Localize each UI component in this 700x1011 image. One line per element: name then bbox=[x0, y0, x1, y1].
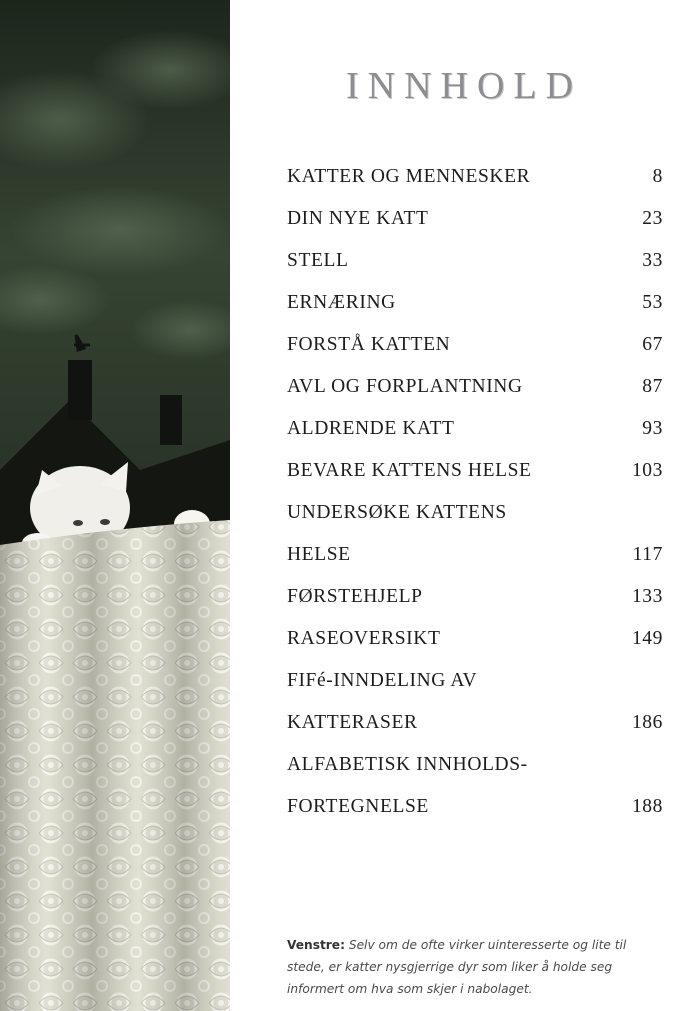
toc-row bbox=[287, 450, 663, 492]
toc-page: 103 bbox=[631, 460, 663, 481]
toc-page: 67 bbox=[642, 334, 663, 355]
toc-title: FIFé-INNDELING AV bbox=[287, 670, 478, 691]
toc-title: RASEOVERSIKT bbox=[287, 628, 441, 649]
toc-title: STELL bbox=[287, 250, 349, 271]
toc-row bbox=[287, 744, 663, 786]
toc-title: UNDERSØKE KATTENS bbox=[287, 502, 507, 523]
contents-panel bbox=[230, 0, 700, 1011]
cover-photo bbox=[0, 0, 230, 1011]
toc-title: KATTER OG MENNESKER bbox=[287, 166, 531, 187]
toc-row bbox=[287, 660, 663, 702]
toc-row bbox=[287, 198, 663, 240]
toc-title: BEVARE KATTENS HELSE bbox=[287, 460, 532, 481]
toc-row bbox=[287, 240, 663, 282]
toc-title: ALFABETISK INNHOLDS- bbox=[287, 754, 528, 775]
toc-row bbox=[287, 324, 663, 366]
toc-title: ERNÆRING bbox=[287, 292, 396, 313]
toc-page: 186 bbox=[631, 712, 663, 733]
toc-page: 8 bbox=[652, 166, 663, 187]
cat-curtain-illustration bbox=[0, 0, 230, 1011]
toc-page: 23 bbox=[642, 208, 663, 229]
toc-page: 33 bbox=[642, 250, 663, 271]
page-title: INNHOLD bbox=[346, 65, 583, 107]
toc-row bbox=[287, 702, 663, 744]
toc-title: ALDRENDE KATT bbox=[287, 418, 455, 439]
toc-page: 149 bbox=[631, 628, 663, 649]
toc-row bbox=[287, 534, 663, 576]
toc-title: FORTEGNELSE bbox=[287, 796, 429, 817]
toc-title: DIN NYE KATT bbox=[287, 208, 429, 229]
toc-row bbox=[287, 282, 663, 324]
toc-title: AVL OG FORPLANTNING bbox=[287, 376, 523, 397]
table-of-contents bbox=[287, 156, 663, 828]
toc-row bbox=[287, 156, 663, 198]
toc-page: 93 bbox=[642, 418, 663, 439]
toc-row bbox=[287, 492, 663, 534]
toc-row bbox=[287, 366, 663, 408]
toc-row bbox=[287, 618, 663, 660]
toc-row bbox=[287, 576, 663, 618]
photo-caption bbox=[287, 934, 667, 1000]
toc-title: KATTERASER bbox=[287, 712, 418, 733]
toc-page: 87 bbox=[642, 376, 663, 397]
toc-page: 133 bbox=[631, 586, 663, 607]
toc-page: 117 bbox=[632, 544, 663, 565]
toc-page: 188 bbox=[631, 796, 663, 817]
toc-title: FORSTÅ KATTEN bbox=[287, 334, 451, 355]
toc-title: HELSE bbox=[287, 544, 351, 565]
toc-title: FØRSTEHJELP bbox=[287, 586, 423, 607]
toc-row bbox=[287, 408, 663, 450]
caption-text: Selv om de ofte virker uinteresserte og lite til stede, er katter nysgjerrige dyr som liker å holde seg informert om hva som skjer i nabolaget. bbox=[287, 938, 627, 997]
caption-label: Venstre: bbox=[287, 938, 345, 953]
toc-row bbox=[287, 786, 663, 828]
toc-page: 53 bbox=[642, 292, 663, 313]
